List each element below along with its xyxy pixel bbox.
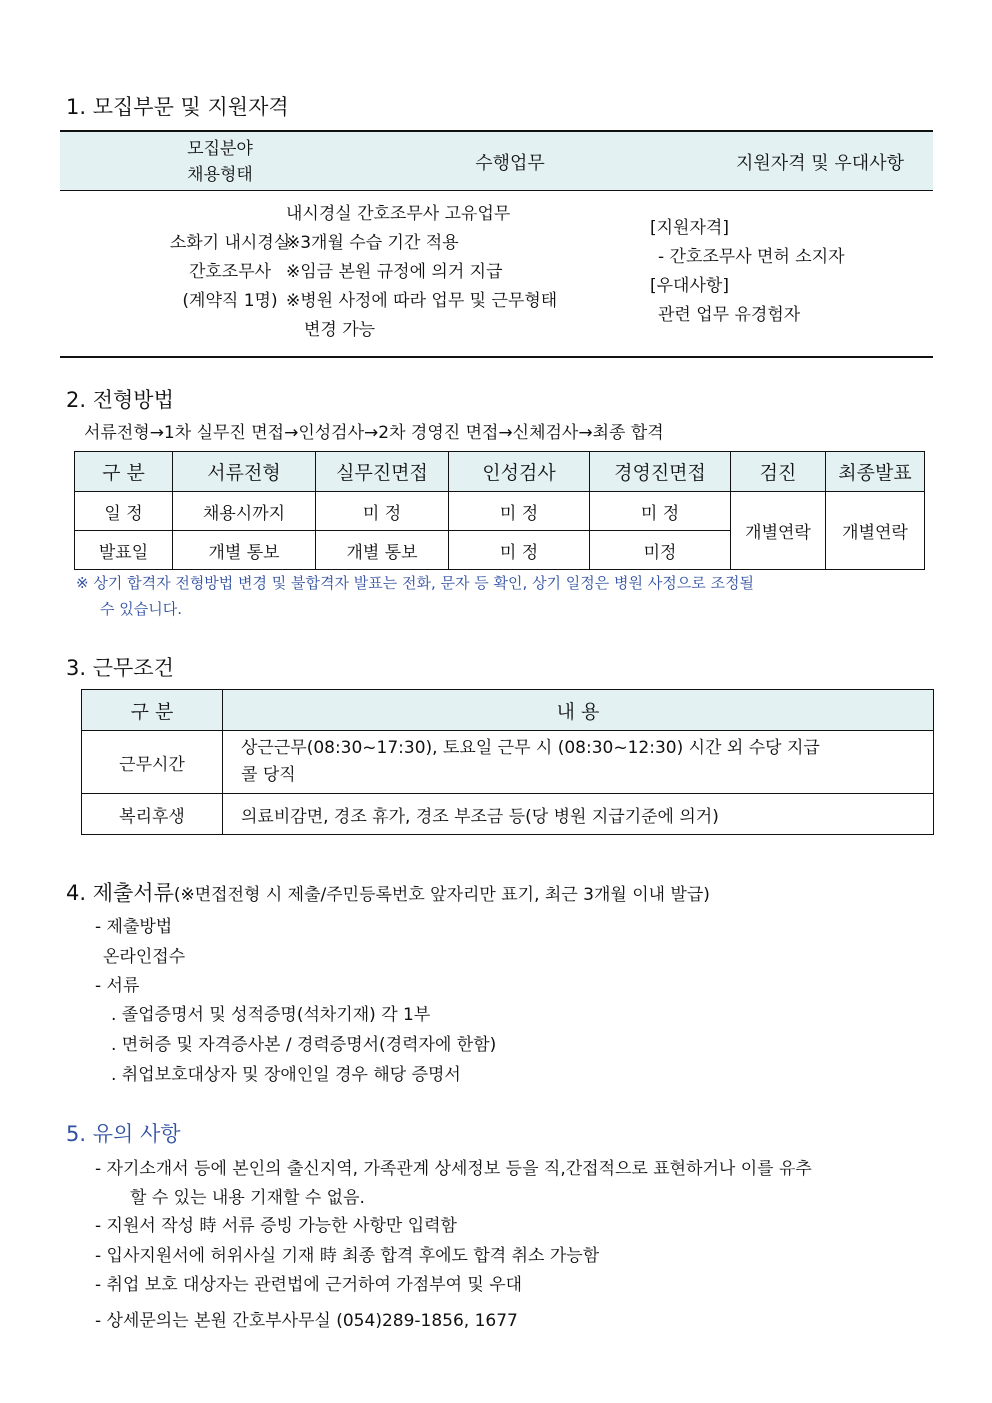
qual-line: 관련 업무 유경험자	[658, 305, 801, 325]
section-3-title: 3. 근무조건	[66, 656, 174, 680]
schedule-cell: 채용시까지	[173, 492, 316, 531]
schedule-cell: 미 정	[316, 492, 449, 531]
work-hours-content	[223, 731, 934, 794]
qual-line: [지원자격]	[650, 218, 729, 238]
schedule-header: 최종발표	[826, 452, 925, 492]
schedule-header: 서류전형	[173, 452, 316, 492]
section-5-title: 5. 유의 사항	[66, 1122, 181, 1146]
section-2-title: 2. 전형방법	[66, 388, 174, 412]
checkup-cell: 개별연락	[731, 492, 826, 570]
section-4-title-main: 4. 제출서류	[66, 881, 174, 905]
duty-line: ※임금 본원 규정에 의거 지급	[286, 262, 503, 282]
document-item: . 졸업증명서 및 성적증명(석차기재) 각 1부	[111, 1005, 431, 1025]
schedule-cell: 미정	[590, 531, 731, 570]
qualifications-cell	[650, 214, 845, 330]
qual-line: - 간호조무사 면허 소지자	[658, 247, 845, 267]
recruitment-table-header	[60, 132, 933, 191]
section-1-title: 1. 모집부문 및 지원자격	[66, 95, 289, 119]
conditions-header: 내 용	[223, 690, 934, 731]
duty-line: ※3개월 수습 기간 적용	[286, 233, 459, 253]
conditions-table	[81, 689, 934, 835]
schedule-cell: 개별 통보	[173, 531, 316, 570]
field-dept: 소화기 내시경실	[169, 233, 291, 253]
schedule-header: 경영진면접	[590, 452, 731, 492]
header-field: 모집분야	[187, 139, 253, 159]
duty-line: 변경 가능	[304, 320, 376, 340]
conditions-header: 구 분	[82, 690, 223, 731]
duty-line: ※병원 사정에 따라 업무 및 근무형태	[286, 291, 558, 311]
submit-method-value: 온라인접수	[103, 947, 186, 967]
documents-label: - 서류	[95, 976, 140, 996]
benefits-content: 의료비감면, 경조 휴가, 경조 부조금 등(당 병원 지급기준에 의거)	[223, 794, 934, 835]
work-hours-line: 상근근무(08:30~17:30), 토요일 근무 시 (08:30~12:30) 시간 외 수당 지급	[241, 738, 820, 758]
duty-line: 내시경실 간호조무사 고유업무	[286, 204, 511, 224]
schedule-cell: 발표일	[75, 531, 173, 570]
qual-line: [우대사항]	[650, 276, 729, 296]
final-announcement-cell: 개별연락	[826, 492, 925, 570]
submit-method-label: - 제출방법	[95, 917, 173, 937]
duties-cell	[286, 200, 557, 345]
notice-item: - 취업 보호 대상자는 관련법에 근거하여 가점부여 및 우대	[95, 1275, 523, 1295]
schedule-cell: 미 정	[590, 492, 731, 531]
field-contract: (계약직 1명)	[182, 291, 278, 311]
recruitment-table	[60, 130, 933, 358]
notice-item-cont: 할 수 있는 내용 기재할 수 없음.	[130, 1188, 365, 1208]
schedule-cell: 일 정	[75, 492, 173, 531]
header-duties: 수행업무	[475, 153, 545, 174]
schedule-cell: 미 정	[449, 492, 590, 531]
schedule-header: 실무진면접	[316, 452, 449, 492]
schedule-note: ※ 상기 합격자 전형방법 변경 및 불합격자 발표는 전화, 문자 등 확인, 상기 일정은 병원 사정으로 조정될	[76, 574, 754, 592]
notice-item: - 입사지원서에 허위사실 기재 時 최종 합격 후에도 합격 취소 가능함	[95, 1246, 600, 1266]
work-hours-label: 근무시간	[82, 731, 223, 794]
selection-flow: 서류전형→1차 실무진 면접→인성검사→2차 경영진 면접→신체검사→최종 합격	[84, 423, 664, 443]
notice-item: - 지원서 작성 時 서류 증빙 가능한 사항만 입력함	[95, 1216, 457, 1236]
document-item: . 면허증 및 자격증사본 / 경력증명서(경력자에 한함)	[111, 1035, 497, 1055]
section-4-title	[66, 877, 710, 907]
benefits-label: 복리후생	[82, 794, 223, 835]
header-qualifications: 지원자격 및 우대사항	[736, 153, 904, 174]
field-position: 간호조무사	[188, 262, 272, 282]
section-4-title-note: (※면접전형 시 제출/주민등록번호 앞자리만 표기, 최근 3개월 이내 발급)	[173, 885, 710, 905]
schedule-note-cont: 수 있습니다.	[100, 600, 182, 618]
on-call-line: 콜 당직	[241, 765, 296, 785]
schedule-cell: 개별 통보	[316, 531, 449, 570]
document-item: . 취업보호대상자 및 장애인일 경우 해당 증명서	[111, 1065, 461, 1085]
schedule-header: 검진	[731, 452, 826, 492]
notice-item: - 자기소개서 등에 본인의 출신지역, 가족관계 상세정보 등을 직,간접적으로 표현하거나 이를 유추	[95, 1159, 812, 1179]
schedule-header: 인성검사	[449, 452, 590, 492]
header-type: 채용형태	[187, 165, 253, 185]
schedule-table	[74, 451, 925, 570]
schedule-cell: 미 정	[449, 531, 590, 570]
schedule-header: 구 분	[75, 452, 173, 492]
contact-info: - 상세문의는 본원 간호부사무실 (054)289-1856, 1677	[95, 1311, 518, 1331]
